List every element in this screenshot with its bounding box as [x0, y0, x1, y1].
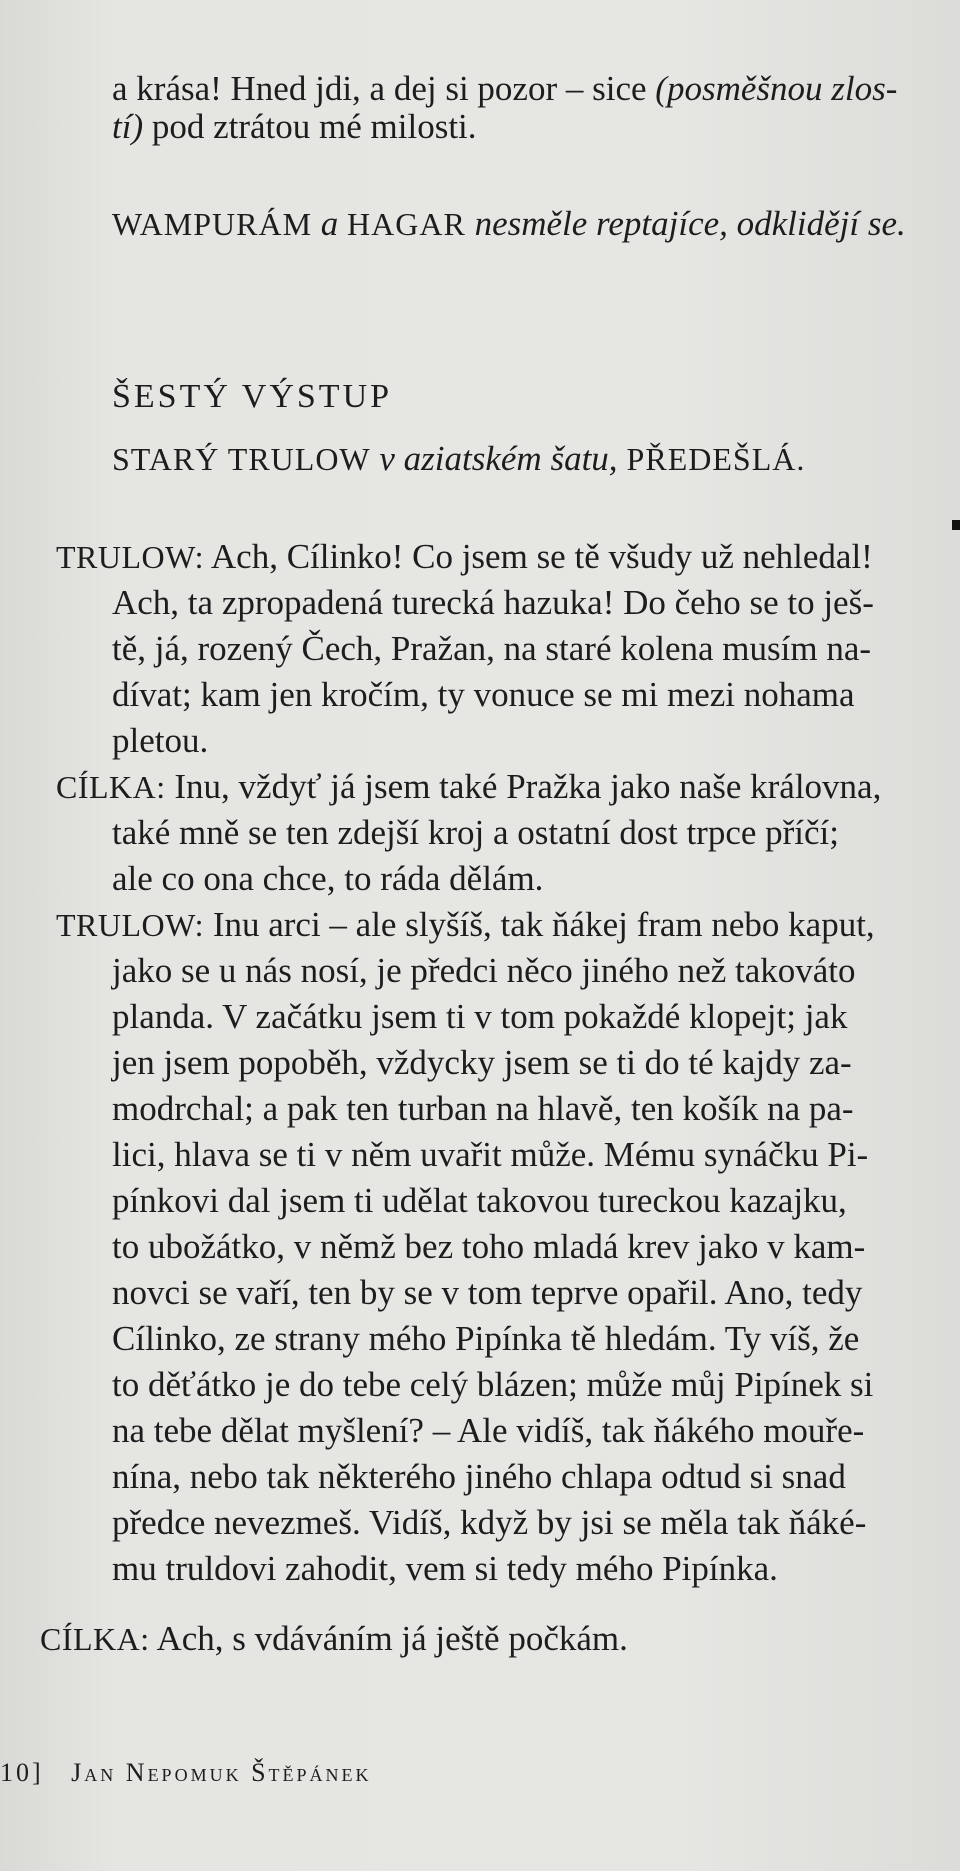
speech-line: nína, nebo tak některého jiného chlapa odtud si snad — [112, 1457, 846, 1496]
character-name: STARÝ TRULOW — [112, 441, 371, 477]
stage-direction: nesměle reptajíce, odklidějí se. — [465, 204, 906, 243]
speech-line: tě, já, rozený Čech, Pražan, na staré kolena musím na- — [112, 629, 872, 668]
stage-direction: (posměšnou zlos- — [655, 69, 898, 108]
speech-line: dívat; kam jen kročím, ty vonuce se mi mezi nohama — [112, 675, 855, 714]
character-name: HAGAR — [347, 206, 466, 242]
page-number: 10] — [0, 1758, 44, 1787]
speaker-name: CÍLKA: — [56, 769, 166, 805]
speaker-name: TRULOW: — [56, 907, 205, 943]
text-span: Inu, vždyť já jsem také Pražka jako naše královna, — [165, 767, 882, 806]
speech-line: pletou. — [112, 721, 209, 760]
running-author: Jan Nepomuk Štěpánek — [71, 1758, 372, 1787]
speech-line: to ubožátko, v němž bez toho mladá krev jako v kam- — [112, 1227, 866, 1266]
scene-heading: ŠESTÝ VÝSTUP — [112, 378, 393, 415]
speech-line: Cílinko, ze strany mého Pipínka tě hledám. Ty víš, že — [112, 1319, 860, 1358]
speech-line: jen jsem popoběh, vždycky jsem se ti do té kajdy za- — [112, 1043, 852, 1082]
speech-line: modrchal; a pak ten turban na hlavě, ten košík na pa- — [112, 1089, 854, 1128]
speech-line: lici, hlava se ti v něm uvařit může. Mému synáčku Pi- — [112, 1135, 869, 1174]
character-name: WAMPURÁM — [112, 206, 313, 242]
edge-mark — [952, 520, 960, 530]
text-span: Ach, s vdáváním já ještě počkám. — [149, 1619, 628, 1658]
stage-direction-line — [112, 197, 906, 251]
speech-line: mu truldovi zahodit, vem si tedy mého Pipínka. — [112, 1549, 778, 1588]
page-footer — [0, 1758, 372, 1788]
speech-line: na tebe dělat myšlení? – Ale vidíš, tak ňákého mouře- — [112, 1411, 865, 1450]
speech-line: předce nevezmeš. Vidíš, když by jsi se měla tak ňáké- — [112, 1503, 867, 1542]
speech-line: jako se u nás nosí, je předci něco jiného než takováto — [112, 951, 856, 990]
speech-line: novci se vaří, ten by se v tom teprve opařil. Ano, tedy — [112, 1273, 863, 1312]
speech-line: planda. V začátku jsem ti v tom pokaždé klopejt; jak — [112, 997, 848, 1036]
text-span: Inu arci – ale slyšíš, tak ňákej fram nebo kaput, — [204, 905, 875, 944]
stage-direction: tí) — [112, 107, 144, 146]
scene-cast — [112, 432, 805, 486]
stage-direction: v aziatském šatu, — [370, 439, 618, 478]
speaker-name: TRULOW: — [56, 539, 205, 575]
character-name: PŘEDEŠLÁ. — [617, 441, 806, 477]
speaker-name: CÍLKA: — [40, 1621, 150, 1657]
text-span: pod ztrátou mé milosti. — [143, 107, 477, 146]
speech-line: Ach, ta zpropadená turecká hazuka! Do čeho se to ješ- — [112, 583, 874, 622]
speech-line: také mně se ten zdejší kroj a ostatní dost trpce příčí; — [112, 813, 840, 852]
text-line — [112, 100, 477, 154]
text-span: a krása! Hned jdi, a dej si pozor – sice — [112, 69, 656, 108]
speech-line — [40, 1612, 628, 1666]
stage-direction: a — [312, 204, 348, 243]
text-span: Ach, Cílinko! Co jsem se tě všudy už nehledal! — [204, 537, 873, 576]
speech-line: ale co ona chce, to ráda dělám. — [112, 859, 544, 898]
speech-line: to děťátko je do tebe celý blázen; může můj Pipínek si — [112, 1365, 874, 1404]
speech-line: pínkovi dal jsem ti udělat takovou tureckou kazajku, — [112, 1181, 847, 1220]
